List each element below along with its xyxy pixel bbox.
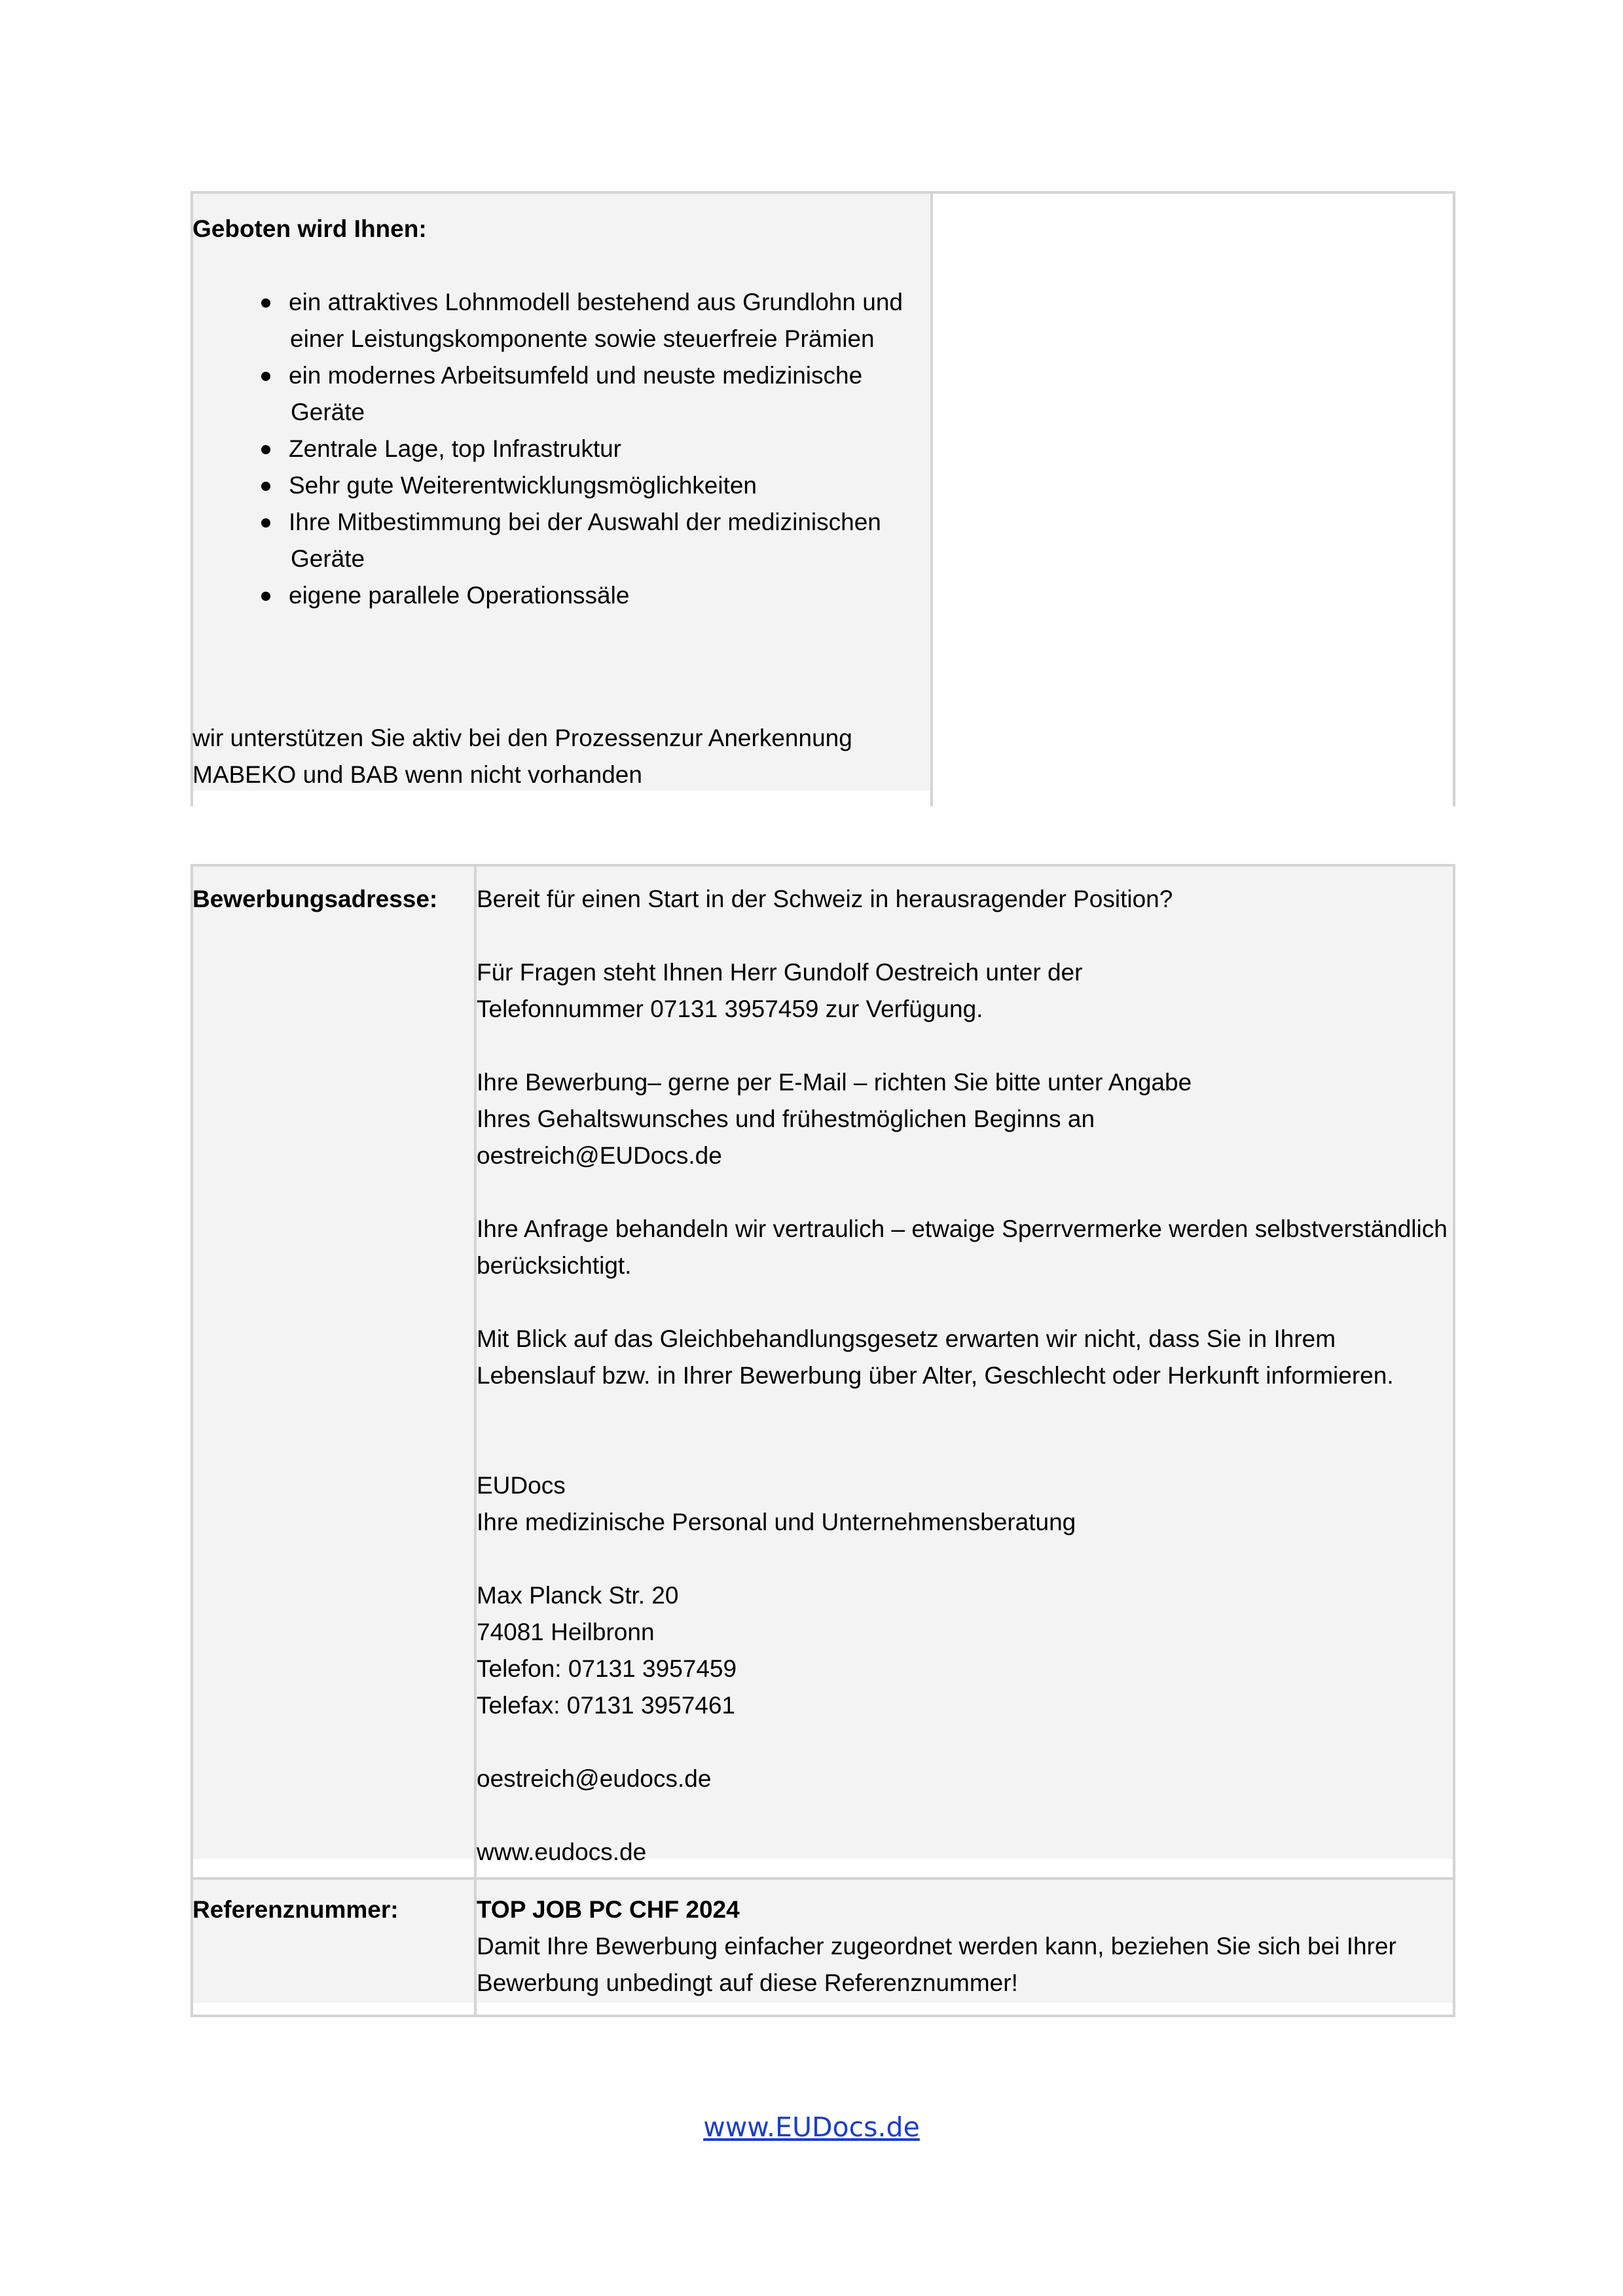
bullet-icon bbox=[261, 592, 270, 601]
list-item-text: Sehr gute Weiterentwicklungsmöglichkeiten bbox=[289, 472, 757, 499]
reference-note: Bewerbung unbedingt auf diese Referenznummer! bbox=[477, 1969, 1018, 1996]
send-text: Ihres Gehaltswunsches und frühestmöglichen Beginns an bbox=[477, 1105, 1095, 1132]
confidential-text: Ihre Anfrage behandeln wir vertraulich – etwaige Sperrvermerke werden selbstverständlich bbox=[477, 1215, 1448, 1242]
company-email: oestreich@eudocs.de bbox=[477, 1765, 712, 1792]
footer-website-link[interactable]: www.EUDocs.de bbox=[703, 2111, 920, 2143]
list-item bbox=[191, 284, 1101, 357]
closing-line: wir unterstützen Sie aktiv bei den Prozessenzur Anerkennung bbox=[192, 725, 852, 751]
bullet-icon bbox=[261, 372, 270, 381]
company-tagline: Ihre medizinische Personal und Unternehmensberatung bbox=[477, 1509, 1076, 1535]
table-border bbox=[191, 864, 193, 2017]
phone-number: Telefon: 07131 3957459 bbox=[477, 1655, 737, 1682]
table-border bbox=[191, 2015, 1455, 2017]
list-item-text: einer Leistungskomponente sowie steuerfreie Prämien bbox=[290, 325, 875, 352]
closing-line: MABEKO und BAB wenn nicht vorhanden bbox=[192, 761, 642, 788]
company-name: EUDocs bbox=[477, 1472, 566, 1499]
fax-number: Telefax: 07131 3957461 bbox=[477, 1692, 736, 1719]
offer-heading: Geboten wird Ihnen: bbox=[192, 215, 427, 242]
company-website: www.eudocs.de bbox=[477, 1839, 647, 1865]
email-address: oestreich@EUDocs.de bbox=[477, 1142, 722, 1169]
application-table bbox=[191, 864, 1455, 2017]
list-item bbox=[191, 431, 1101, 467]
reference-code: TOP JOB PC CHF 2024 bbox=[477, 1896, 740, 1923]
reference-note: Damit Ihre Bewerbung einfacher zugeordnet werden kann, beziehen Sie sich bei Ihrer bbox=[477, 1933, 1396, 1960]
agg-text: Lebenslauf bzw. in Ihrer Bewerbung über Alter, Geschlecht oder Herkunft informieren. bbox=[477, 1362, 1394, 1389]
table-border bbox=[191, 191, 1455, 194]
cell-background bbox=[193, 867, 474, 1859]
list-item bbox=[191, 357, 1101, 431]
reference-label: Referenznummer: bbox=[192, 1896, 399, 1923]
bullet-icon bbox=[261, 518, 270, 528]
offer-table bbox=[191, 191, 1455, 806]
bullet-icon bbox=[261, 298, 270, 308]
table-border bbox=[1453, 191, 1455, 806]
list-item-text: Geräte bbox=[291, 545, 365, 572]
list-item-text: Zentrale Lage, top Infrastruktur bbox=[289, 435, 621, 462]
send-text: Ihre Bewerbung– gerne per E-Mail – richten Sie bitte unter Angabe bbox=[477, 1069, 1192, 1096]
agg-text: Mit Blick auf das Gleichbehandlungsgesetz erwarten wir nicht, dass Sie in Ihrem bbox=[477, 1325, 1336, 1352]
offer-list bbox=[191, 284, 1101, 614]
reference-content bbox=[477, 1892, 1455, 2001]
bullet-icon bbox=[261, 482, 270, 491]
offer-closing bbox=[192, 720, 913, 793]
list-item bbox=[191, 467, 1101, 504]
table-border bbox=[191, 1877, 1455, 1880]
list-item bbox=[191, 504, 1101, 577]
city-address: 74081 Heilbronn bbox=[477, 1619, 655, 1645]
contact-text: Telefonnummer 07131 3957459 zur Verfügung. bbox=[477, 996, 983, 1022]
list-item-text: eigene parallele Operationssäle bbox=[289, 582, 630, 609]
list-item bbox=[191, 577, 1101, 614]
application-content bbox=[477, 881, 1455, 1871]
bullet-icon bbox=[261, 445, 270, 454]
list-item-text: ein modernes Arbeitsumfeld und neuste medizinische bbox=[289, 362, 863, 389]
contact-text: Für Fragen steht Ihnen Herr Gundolf Oestreich unter der bbox=[477, 959, 1083, 986]
list-item-text: Ihre Mitbestimmung bei der Auswahl der medizinischen bbox=[289, 509, 881, 535]
street-address: Max Planck Str. 20 bbox=[477, 1582, 679, 1609]
confidential-text: berücksichtigt. bbox=[477, 1252, 632, 1279]
list-item-text: ein attraktives Lohnmodell bestehend aus Grundlohn und bbox=[289, 289, 903, 315]
list-item-text: Geräte bbox=[291, 399, 365, 425]
application-label: Bewerbungsadresse: bbox=[192, 886, 438, 912]
intro-text: Bereit für einen Start in der Schweiz in herausragender Position? bbox=[477, 886, 1173, 912]
table-border bbox=[191, 864, 1455, 867]
